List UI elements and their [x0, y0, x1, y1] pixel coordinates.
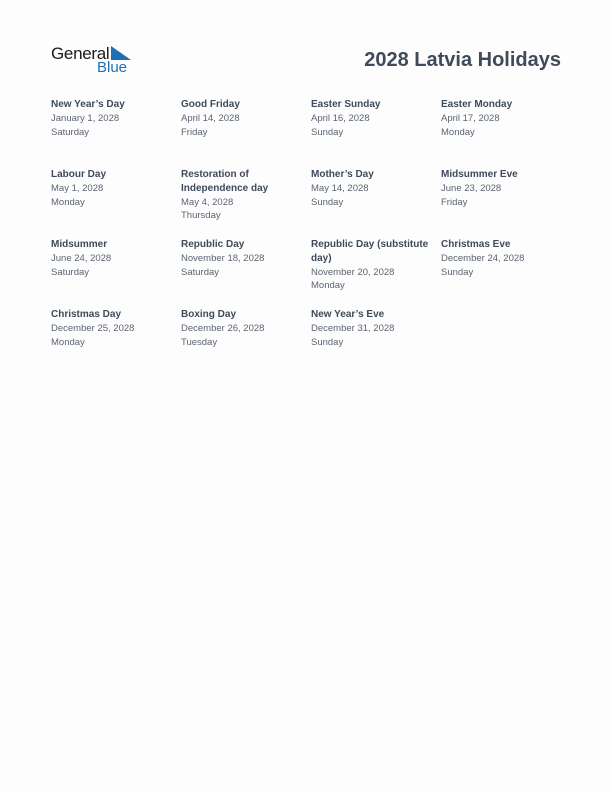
page-title: 2028 Latvia Holidays	[364, 49, 561, 71]
holiday-item	[51, 168, 181, 238]
generalblue-logo	[51, 44, 141, 78]
holiday-date: May 4, 2028	[181, 196, 234, 208]
holiday-date: May 1, 2028	[51, 182, 104, 194]
holiday-name: Republic Day (substitute day)	[311, 239, 429, 264]
holiday-date: April 14, 2028	[181, 112, 240, 124]
holiday-date: December 26, 2028	[181, 322, 265, 334]
holiday-weekday: Monday	[51, 336, 85, 348]
holiday-date: November 20, 2028	[311, 266, 395, 278]
holiday-name: Good Friday	[181, 99, 240, 110]
holiday-date: June 23, 2028	[441, 182, 502, 194]
holiday-item	[311, 238, 441, 308]
logo-text-blue: Blue	[97, 59, 128, 76]
holiday-item	[181, 98, 311, 168]
holiday-date: November 18, 2028	[181, 252, 265, 264]
holiday-weekday: Friday	[181, 126, 208, 138]
holiday-date: December 24, 2028	[441, 252, 525, 264]
holiday-date: January 1, 2028	[51, 112, 120, 124]
holiday-name: Midsummer	[51, 239, 108, 250]
holiday-item	[311, 98, 441, 168]
holiday-weekday: Friday	[441, 196, 468, 208]
holiday-name: Mother’s Day	[311, 169, 374, 180]
holiday-name: Restoration of Independence day	[181, 169, 269, 194]
holiday-name: Easter Sunday	[311, 99, 381, 110]
holiday-item	[51, 238, 181, 308]
holiday-weekday: Sunday	[311, 336, 344, 348]
holiday-weekday: Monday	[51, 196, 85, 208]
holiday-name: Labour Day	[51, 169, 107, 180]
holiday-date: May 14, 2028	[311, 182, 369, 194]
holiday-name: New Year’s Day	[51, 99, 125, 110]
holiday-item	[311, 168, 441, 238]
holiday-name: Boxing Day	[181, 309, 237, 320]
holiday-item	[51, 308, 181, 378]
holiday-name: Christmas Eve	[441, 239, 511, 250]
holiday-weekday: Sunday	[311, 126, 344, 138]
holiday-date: December 25, 2028	[51, 322, 135, 334]
holiday-date: December 31, 2028	[311, 322, 395, 334]
holiday-item	[441, 98, 571, 168]
holiday-item	[181, 238, 311, 308]
holiday-item	[441, 168, 571, 238]
holiday-weekday: Saturday	[51, 266, 90, 278]
holiday-date: April 16, 2028	[311, 112, 370, 124]
holiday-item	[181, 168, 311, 238]
holiday-name: Christmas Day	[51, 309, 122, 320]
holiday-weekday: Monday	[311, 280, 345, 292]
holiday-item	[311, 308, 441, 378]
holiday-date: April 17, 2028	[441, 112, 500, 124]
holiday-item	[51, 98, 181, 168]
holiday-weekday: Sunday	[441, 266, 474, 278]
holiday-date: June 24, 2028	[51, 252, 112, 264]
holiday-name: Midsummer Eve	[441, 169, 518, 180]
holiday-name: Republic Day	[181, 239, 245, 250]
holiday-name: Easter Monday	[441, 99, 513, 110]
holiday-weekday: Saturday	[51, 126, 90, 138]
holiday-grid	[51, 98, 571, 378]
holiday-item	[181, 308, 311, 378]
holiday-item	[441, 238, 571, 308]
holiday-weekday: Saturday	[181, 266, 220, 278]
logo-text-general: General	[51, 44, 110, 63]
holiday-weekday: Monday	[441, 126, 475, 138]
holiday-weekday: Sunday	[311, 196, 344, 208]
holiday-name: New Year’s Eve	[311, 309, 385, 320]
holiday-weekday: Tuesday	[181, 336, 218, 348]
holiday-weekday: Thursday	[181, 210, 221, 222]
